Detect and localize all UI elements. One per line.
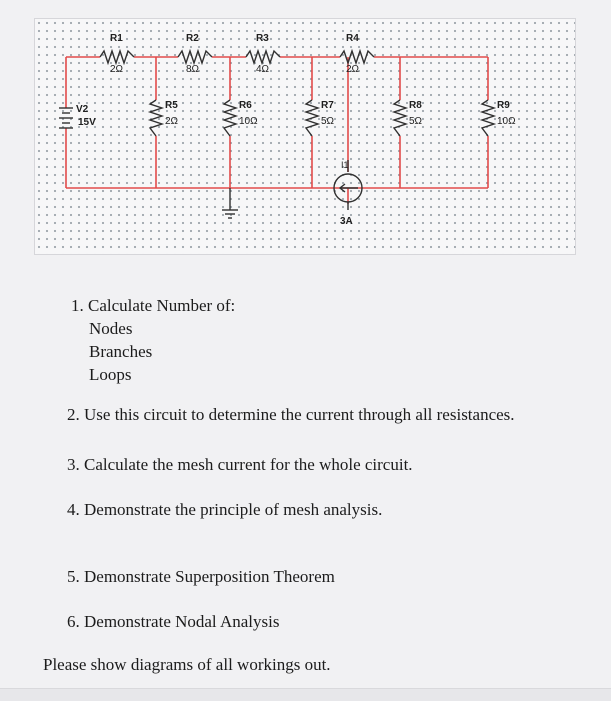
question-3: 3. Calculate the mesh current for the whole circuit. — [67, 455, 413, 474]
r4-name: R4 — [346, 33, 359, 44]
instructions-note: Please show diagrams of all workings out. — [43, 655, 331, 674]
question-6: 6. Demonstrate Nodal Analysis — [67, 612, 280, 631]
question-4: 4. Demonstrate the principle of mesh analysis. — [67, 500, 383, 519]
resistor-r1 — [100, 33, 134, 75]
question-2: 2. Use this circuit to determine the current through all resistances. — [67, 405, 515, 424]
resistor-r5 — [150, 100, 179, 136]
r8-value: 5Ω — [409, 116, 423, 127]
bottom-divider — [0, 688, 611, 701]
source-name: V2 — [76, 104, 89, 115]
r2-name: R2 — [186, 33, 199, 44]
r8-name: R8 — [409, 100, 422, 111]
resistor-r4 — [340, 33, 374, 75]
resistor-r2 — [178, 33, 212, 75]
question-5: 5. Demonstrate Superposition Theorem — [67, 567, 335, 586]
question-1-item-loops: Loops — [89, 365, 132, 384]
question-1: 1. Calculate Number of: — [71, 296, 236, 315]
r1-value: 2Ω — [110, 64, 124, 75]
voltage-source-v2 — [59, 104, 96, 128]
r6-name: R6 — [239, 100, 252, 111]
r4-value: 2Ω — [346, 64, 360, 75]
resistor-r7 — [306, 100, 335, 136]
r9-name: R9 — [497, 100, 510, 111]
r2-value: 8Ω — [186, 64, 200, 75]
i1-name: I1 — [341, 160, 349, 170]
r1-name: R1 — [110, 33, 123, 44]
r7-name: R7 — [321, 100, 334, 111]
wires — [66, 57, 488, 204]
resistor-r3 — [246, 33, 280, 75]
r5-name: R5 — [165, 100, 178, 111]
source-value: 15V — [78, 117, 96, 128]
r3-name: R3 — [256, 33, 269, 44]
resistor-r6 — [224, 100, 258, 136]
ground-icon — [222, 188, 238, 218]
question-1-item-branches: Branches — [89, 342, 153, 361]
question-1-item-nodes: Nodes — [89, 319, 133, 338]
r5-value: 2Ω — [165, 116, 179, 127]
resistor-r9 — [482, 100, 516, 136]
r7-value: 5Ω — [321, 116, 335, 127]
r6-value: 10Ω — [239, 116, 258, 127]
resistor-r8 — [394, 100, 423, 136]
i1-value: 3A — [340, 216, 353, 227]
r9-value: 10Ω — [497, 116, 516, 127]
r3-value: 4Ω — [256, 64, 270, 75]
